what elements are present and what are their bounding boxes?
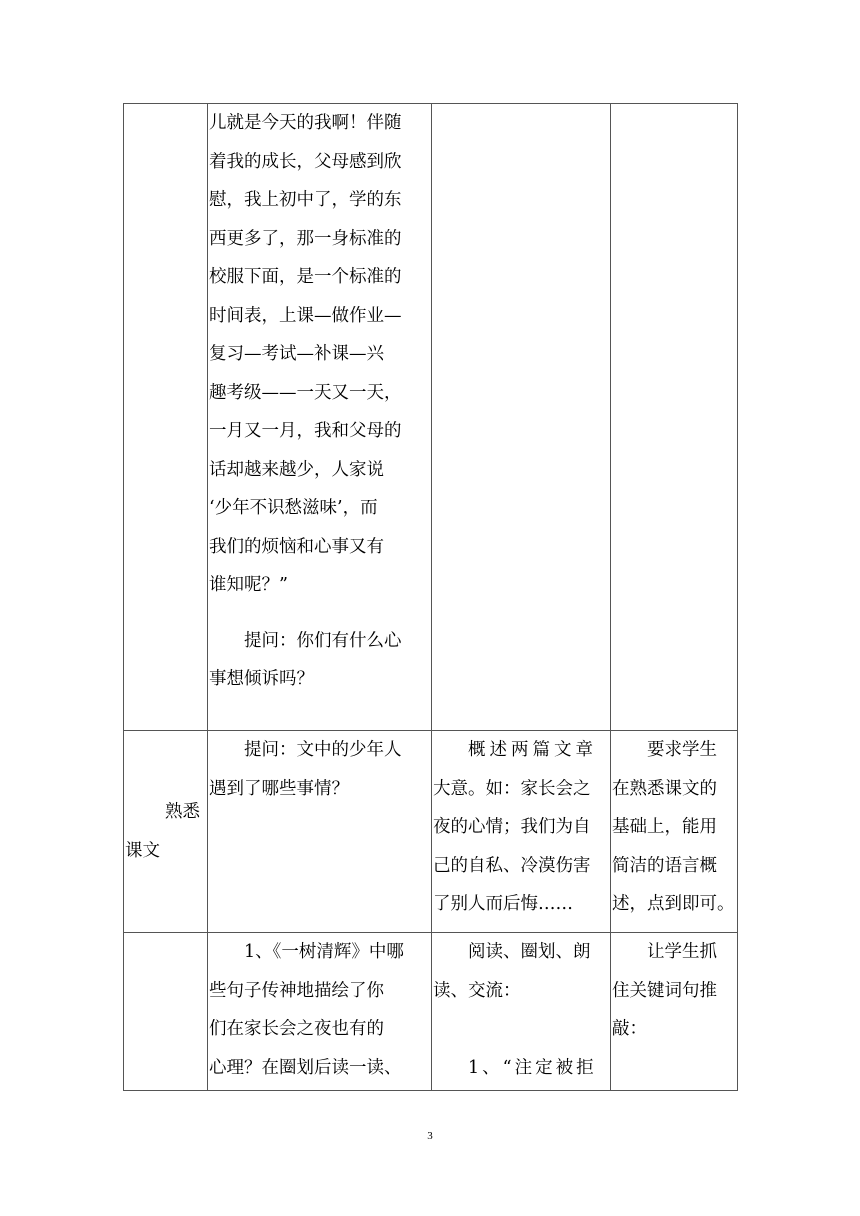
- table-row: [124, 731, 738, 933]
- text-line: 慰，我上初中了，学的东: [209, 190, 402, 210]
- text-line: 儿就是今天的我啊！伴随: [209, 113, 402, 133]
- text-line: 让学生抓: [647, 942, 717, 962]
- text-line: ‘少年不识愁滋味’，而: [209, 498, 378, 518]
- activity-cell: [432, 933, 611, 1091]
- text-line: 己的自私、冷漠伤害: [433, 855, 591, 876]
- text-line: 1、《一树清辉》中哪: [244, 942, 404, 962]
- text-line: 夜的心情；我们为自: [433, 817, 591, 837]
- text-line: 话却越来越少，人家说: [209, 459, 384, 480]
- text-line: 1、“注定被拒: [468, 1057, 597, 1078]
- text-line: 了别人而后悔……: [433, 894, 573, 914]
- content-cell: [208, 104, 432, 731]
- text-line: 述，点到即可。: [612, 894, 735, 914]
- text-line: 阅读、圈划、朗: [468, 942, 591, 962]
- text-line: 提问：文中的少年人: [244, 740, 402, 760]
- page-number: 3: [427, 1130, 433, 1142]
- text-line: 一月又一月，我和父母的: [209, 421, 402, 441]
- table-row: [124, 104, 738, 731]
- text-line: 概述两篇文章: [468, 740, 597, 760]
- section-cell: [124, 104, 208, 731]
- text-line: 谁知呢？”: [209, 575, 288, 595]
- text-line: 时间表，上课—做作业—: [209, 305, 402, 326]
- text-line: 在熟悉课文的: [612, 778, 717, 799]
- paragraph-spacer: [209, 605, 430, 622]
- lesson-plan-table: [123, 103, 738, 1091]
- text-line: 遇到了哪些事情？: [209, 778, 349, 799]
- text-line: 敲：: [612, 1019, 647, 1039]
- text-line: 简洁的语言概: [612, 855, 717, 876]
- text-line: 我们的烦恼和心事又有: [209, 536, 384, 557]
- text-line: 基础上，能用: [612, 817, 717, 837]
- text-line: 趣考级——一天又一天，: [209, 382, 402, 403]
- text-line: 住关键词句推: [612, 980, 717, 1001]
- intent-cell: [611, 104, 738, 731]
- text-line: 复习—考试—补课—兴: [209, 344, 384, 364]
- text-line: 些句子传神地描绘了你: [209, 980, 384, 1001]
- question-line: 提问：你们有什么心: [244, 630, 402, 651]
- text-line: 心理？在圈划后读一读、: [209, 1057, 402, 1078]
- content-cell: [208, 933, 432, 1091]
- text-line: 大意。如：家长会之: [433, 778, 591, 799]
- intent-cell: [611, 933, 738, 1091]
- section-label-cell: [124, 731, 208, 933]
- text-line: 校服下面，是一个标准的: [209, 267, 402, 287]
- text-line: 读、交流：: [433, 980, 521, 1001]
- section-label: 课文: [125, 840, 160, 861]
- question-line: 事想倾诉吗？: [209, 669, 314, 689]
- text-line: 要求学生: [647, 740, 717, 760]
- content-cell: [208, 731, 432, 933]
- table-row: [124, 933, 738, 1091]
- activity-cell: [432, 104, 611, 731]
- activity-cell: [432, 731, 611, 933]
- text-line: [433, 1010, 609, 1049]
- section-cell: [124, 933, 208, 1091]
- text-line: 着我的成长，父母感到欣: [209, 151, 402, 172]
- text-line: 们在家长会之夜也有的: [209, 1019, 384, 1039]
- section-label: 熟悉: [165, 802, 200, 822]
- text-line: 西更多了，那一身标准的: [209, 228, 402, 249]
- intent-cell: [611, 731, 738, 933]
